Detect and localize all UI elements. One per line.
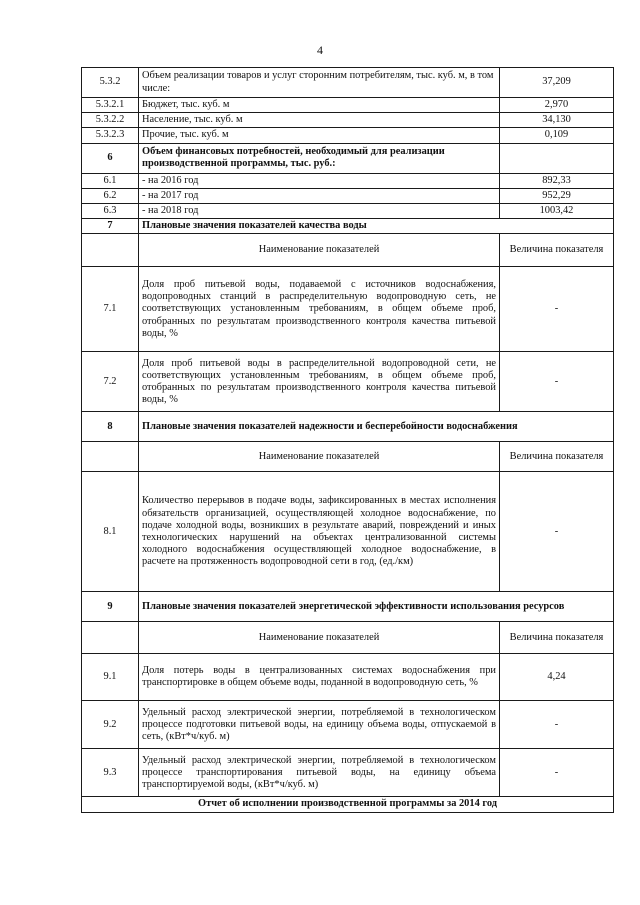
- value-column-header: Величина показателя: [500, 234, 614, 267]
- table-row: [82, 701, 614, 749]
- section-row: [82, 412, 614, 442]
- row-number: 9.2: [82, 701, 139, 749]
- row-value: 2,970: [500, 98, 614, 113]
- table-row: [82, 113, 614, 128]
- section-title: Объем финансовых потребностей, необходимый для реализации производственной программы, тыс. руб.:: [139, 143, 500, 173]
- row-value: 4,24: [500, 654, 614, 701]
- section-number: 6: [82, 143, 139, 173]
- column-header-row: [82, 234, 614, 267]
- row-description: - на 2017 год: [139, 188, 500, 203]
- value-column-header: Величина показателя: [500, 622, 614, 654]
- program-indicators-table: [81, 67, 614, 813]
- section-row: [82, 143, 614, 173]
- row-description: Удельный расход электрической энергии, потребляемой в технологическом процессе транспортирования питьевой воды, на единицу объема транспортируемой воды, (кВт*ч/куб. м): [139, 749, 500, 797]
- row-description: - на 2016 год: [139, 173, 500, 188]
- row-description: - на 2018 год: [139, 204, 500, 219]
- column-header-row: [82, 622, 614, 654]
- empty-cell: [82, 622, 139, 654]
- table-row: [82, 204, 614, 219]
- row-value: 0,109: [500, 128, 614, 143]
- table-row: [82, 188, 614, 203]
- table-row: [82, 173, 614, 188]
- row-value: -: [500, 352, 614, 412]
- row-value: 37,209: [500, 68, 614, 98]
- row-value: 34,130: [500, 113, 614, 128]
- table-row: [82, 128, 614, 143]
- section-title: Плановые значения показателей энергетической эффективности использования ресурсов: [139, 592, 614, 622]
- row-description: Доля потерь воды в централизованных системах водоснабжения при транспортировке в общем объеме воды, поданной в водопроводную сеть, %: [139, 654, 500, 701]
- table-row: [82, 68, 614, 98]
- page-number: 4: [317, 43, 323, 57]
- row-number: 6.1: [82, 173, 139, 188]
- row-value: 892,33: [500, 173, 614, 188]
- section-title: Плановые значения показателей качества воды: [139, 219, 614, 234]
- row-number: 5.3.2.1: [82, 98, 139, 113]
- row-number: 8.1: [82, 472, 139, 592]
- row-value: 1003,42: [500, 204, 614, 219]
- name-column-header: Наименование показателей: [139, 442, 500, 472]
- row-value: -: [500, 472, 614, 592]
- row-description: Бюджет, тыс. куб. м: [139, 98, 500, 113]
- table-row: [82, 654, 614, 701]
- empty-cell: [82, 442, 139, 472]
- row-description: Удельный расход электрической энергии, потребляемой в технологическом процессе подготовки питьевой воды, на единицу объема воды, отпускаемой в сеть, (кВт*ч/куб. м): [139, 701, 500, 749]
- row-value: -: [500, 749, 614, 797]
- row-value: -: [500, 267, 614, 352]
- row-value: 952,29: [500, 188, 614, 203]
- row-number: 9.1: [82, 654, 139, 701]
- table-row: [82, 98, 614, 113]
- row-number: 5.3.2.3: [82, 128, 139, 143]
- table-row: [82, 749, 614, 797]
- name-column-header: Наименование показателей: [139, 234, 500, 267]
- row-number: 7.1: [82, 267, 139, 352]
- section-row: [82, 219, 614, 234]
- row-number: 5.3.2: [82, 68, 139, 98]
- value-column-header: Величина показателя: [500, 442, 614, 472]
- column-header-row: [82, 442, 614, 472]
- row-number: 7.2: [82, 352, 139, 412]
- row-number: 6.3: [82, 204, 139, 219]
- section-title: Плановые значения показателей надежности и бесперебойности водоснабжения: [139, 412, 614, 442]
- row-description: Население, тыс. куб. м: [139, 113, 500, 128]
- table-row: [82, 267, 614, 352]
- table-row: [82, 472, 614, 592]
- row-number: 5.3.2.2: [82, 113, 139, 128]
- name-column-header: Наименование показателей: [139, 622, 500, 654]
- empty-cell: [82, 234, 139, 267]
- row-description: Количество перерывов в подаче воды, зафиксированных в местах исполнения обязательств организацией, осуществляющей холодное водоснабжение, по подаче холодной воды, возникших в результате аварий, повреждений и иных технологических нарушений на объектах централизованной системы холодного водоснабжения осуществляющей холодное водоснабжение, в расчете на протяженность водопроводной сети в год, (ед./км): [139, 472, 500, 592]
- report-title: Отчет об исполнении производственной программы за 2014 год: [82, 797, 614, 812]
- row-description: Доля проб питьевой воды в распределительной водопроводной сети, не соответствующих установленным требованиям, в общем объеме проб, отобранных по результатам производственного контроля качества питьевой воды, %: [139, 352, 500, 412]
- table-row: [82, 352, 614, 412]
- footer-row: [82, 797, 614, 812]
- section-number: 8: [82, 412, 139, 442]
- row-description: Объем реализации товаров и услуг сторонним потребителям, тыс. куб. м, в том числе:: [139, 68, 500, 98]
- row-number: 6.2: [82, 188, 139, 203]
- section-number: 7: [82, 219, 139, 234]
- row-value: -: [500, 701, 614, 749]
- row-value: [500, 143, 614, 173]
- row-description: Прочие, тыс. куб. м: [139, 128, 500, 143]
- row-number: 9.3: [82, 749, 139, 797]
- row-description: Доля проб питьевой воды, подаваемой с источников водоснабжения, водопроводных станций в распределительную водопроводную сеть, не соответствующих установленным требованиям, в общем объеме проб, отобранных по результатам производственного контроля качества питьевой воды, %: [139, 267, 500, 352]
- section-number: 9: [82, 592, 139, 622]
- section-row: [82, 592, 614, 622]
